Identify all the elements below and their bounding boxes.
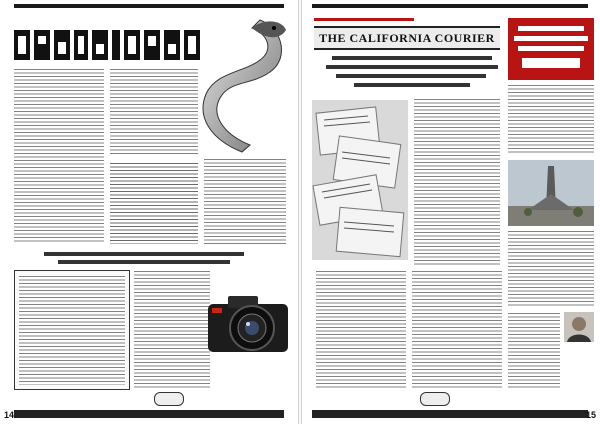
publication-logo [420,392,450,406]
publication-logo [154,392,184,406]
article-column-1 [414,98,500,266]
bullet-list [110,162,198,244]
article-headline-line-2 [326,65,498,69]
section-headline-line-1 [44,252,244,256]
camera-image [206,290,290,356]
article-column-2 [316,270,406,388]
sidebar-column-middle [508,230,594,308]
bottom-rule [312,410,588,418]
portrait-image [564,312,594,342]
masthead: THE CALIFORNIA COURIER [314,26,500,50]
main-headline [12,22,212,64]
article-column-3 [412,270,502,388]
article-column-3 [204,158,286,244]
sidebar-column-top [508,84,594,154]
article-column-4 [134,270,210,388]
article-column-1 [14,68,104,244]
article-headline-line-4 [354,83,470,87]
page-number-right: 15 [585,410,596,420]
article-column-2 [110,68,198,156]
anniversary-banner [508,18,594,80]
section-headline-line-2 [58,260,230,264]
article-headline-line-1 [332,56,492,60]
boxed-article [14,270,130,390]
masthead-kicker [314,18,414,21]
page-number-left: 14 [4,410,15,420]
top-rule [312,4,588,8]
right-page [302,0,600,424]
left-page [0,0,299,424]
top-rule [14,4,284,8]
sidebar-column-bottom [508,312,560,388]
bottom-rule [14,410,284,418]
article-headline-line-3 [336,74,486,78]
snake-image [190,10,290,155]
newspapers-image [312,100,408,260]
monument-image [508,160,594,226]
